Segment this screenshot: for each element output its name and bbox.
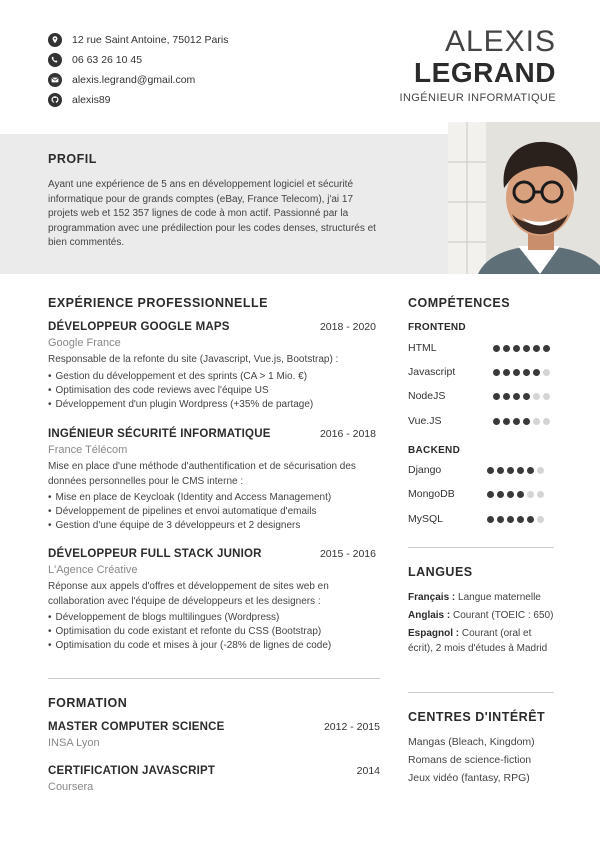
skill-dot-filled: [497, 467, 504, 474]
job-bullets: [48, 611, 376, 653]
skill-level-dots: [487, 467, 544, 474]
skill-row: [408, 365, 554, 379]
skill-dot-filled: [497, 516, 504, 523]
degree-dates: 2014: [356, 765, 380, 777]
job-dates: 2016 - 2018: [319, 428, 376, 440]
job-role: DÉVELOPPEUR FULL STACK JUNIOR: [48, 548, 262, 560]
skill-name: Django: [408, 464, 442, 476]
skill-dot-filled: [527, 516, 534, 523]
degree-dates: 2012 - 2015: [323, 721, 380, 733]
language-name: Espagnol :: [408, 628, 460, 639]
skill-dot-filled: [517, 467, 524, 474]
job-description: Mise en place d'une méthode d'authentification et de sécurisation des données personnelles pour le CMS interne :: [48, 461, 356, 487]
skill-dot-filled: [507, 516, 514, 523]
phone-text: 06 63 26 10 45: [72, 54, 143, 66]
experience-entry: [48, 548, 376, 653]
experience-entry: [48, 428, 376, 533]
skill-dot-empty: [537, 467, 544, 474]
skill-dot-filled: [503, 345, 510, 352]
skill-dot-empty: [537, 516, 544, 523]
skill-dot-filled: [533, 369, 540, 376]
skill-dot-filled: [487, 516, 494, 523]
skill-group-backend: BACKEND: [408, 445, 461, 456]
interest-item: Romans de science-fiction: [408, 754, 532, 766]
section-divider: [48, 678, 380, 679]
contact-github: [48, 90, 328, 110]
experience-title: EXPÉRIENCE PROFESSIONNELLE: [48, 296, 268, 310]
name-block: [400, 26, 557, 104]
list-item: • Optimisation du code et mises à jour (-28% de lignes de code): [48, 639, 376, 653]
skill-dot-filled: [493, 345, 500, 352]
skill-name: Vue.JS: [408, 415, 442, 427]
skill-dot-filled: [503, 393, 510, 400]
list-item: • Mise en place de Keycloak (Identity and Access Management): [48, 491, 376, 505]
skill-name: HTML: [408, 342, 437, 354]
list-item: • Développement de blogs multilingues (Wordpress): [48, 611, 376, 625]
language-level: Langue maternelle: [455, 592, 541, 603]
language-item: [408, 626, 558, 656]
profile-title: PROFIL: [48, 152, 97, 166]
job-company: L'Agence Créative: [48, 564, 138, 576]
skill-dot-empty: [527, 491, 534, 498]
skill-dot-empty: [537, 491, 544, 498]
skill-dot-empty: [533, 418, 540, 425]
section-divider: [408, 692, 554, 693]
skill-dot-filled: [507, 491, 514, 498]
skill-dot-filled: [513, 345, 520, 352]
skill-level-dots: [493, 418, 550, 425]
education-entry: [48, 721, 380, 749]
interest-item: Jeux vidéo (fantasy, RPG): [408, 772, 530, 784]
skill-dot-filled: [527, 467, 534, 474]
skill-dot-filled: [523, 418, 530, 425]
skill-dot-empty: [543, 369, 550, 376]
contact-phone: [48, 50, 328, 70]
address-text: 12 rue Saint Antoine, 75012 Paris: [72, 34, 229, 46]
contact-block: [48, 30, 328, 110]
email-icon: [48, 73, 62, 87]
skill-dot-filled: [493, 393, 500, 400]
education-entry: [48, 765, 380, 793]
skill-dot-empty: [543, 393, 550, 400]
language-item: [408, 590, 558, 605]
skills-title: COMPÉTENCES: [408, 296, 511, 310]
skill-level-dots: [493, 369, 550, 376]
list-item: • Développement d'un plugin Wordpress (+35% de partage): [48, 398, 376, 412]
list-item: • Optimisation du code existant et refonte du CSS (Bootstrap): [48, 625, 376, 639]
skill-dot-filled: [543, 345, 550, 352]
skill-dot-filled: [503, 418, 510, 425]
skill-dot-filled: [497, 491, 504, 498]
skill-dot-empty: [533, 393, 540, 400]
skill-dot-filled: [523, 393, 530, 400]
school-name: Coursera: [48, 781, 94, 793]
github-icon: [48, 93, 62, 107]
job-dates: 2018 - 2020: [319, 321, 376, 333]
skill-row: [408, 463, 548, 477]
skill-dot-filled: [523, 369, 530, 376]
last-name: LEGRAND: [414, 57, 556, 88]
job-company: France Télécom: [48, 444, 128, 456]
interests-title: CENTRES D'INTÉRÊT: [408, 710, 546, 724]
job-dates: 2015 - 2016: [319, 548, 376, 560]
contact-email: [48, 70, 328, 90]
skill-row: [408, 512, 548, 526]
skill-dot-filled: [533, 345, 540, 352]
job-description: Responsable de la refonte du site (Javascript, Vue.js, Bootstrap) :: [48, 354, 339, 365]
language-name: Anglais :: [408, 610, 451, 621]
language-level: Courant (TOEIC : 650): [450, 610, 554, 621]
skill-dot-empty: [543, 418, 550, 425]
first-name: ALEXIS: [444, 25, 556, 58]
list-item: • Gestion du développement et des sprints (CA > 1 Mio. €): [48, 370, 376, 384]
contact-address: [48, 30, 328, 50]
list-item: • Développement de pipelines et envoi automatique d'emails: [48, 505, 376, 519]
skill-dot-filled: [517, 516, 524, 523]
school-name: INSA Lyon: [48, 737, 100, 749]
job-company: Google France: [48, 337, 121, 349]
job-bullets: [48, 491, 376, 533]
profile-photo: [448, 122, 600, 274]
list-item: • Optimisation des code reviews avec l'équipe US: [48, 384, 376, 398]
skill-level-dots: [493, 345, 550, 352]
skill-dot-filled: [517, 491, 524, 498]
skill-dot-filled: [503, 369, 510, 376]
skill-name: MongoDB: [408, 488, 455, 500]
education-title: FORMATION: [48, 696, 128, 710]
languages-title: LANGUES: [408, 565, 473, 579]
skill-row: [408, 389, 554, 403]
skill-row: [408, 341, 554, 355]
job-description: Réponse aux appels d'offres et développement de sites web en collaboration avec l'équipe de développeurs et les designers :: [48, 581, 329, 607]
skill-dot-filled: [493, 369, 500, 376]
email-text[interactable]: alexis.legrand@gmail.com: [72, 74, 196, 86]
skill-dot-filled: [513, 369, 520, 376]
experience-entry: [48, 321, 376, 412]
phone-icon: [48, 53, 62, 67]
skill-level-dots: [487, 516, 544, 523]
skill-name: NodeJS: [408, 390, 446, 402]
language-level: Courant (oral et écrit), 2 mois d'études à Madrid: [408, 628, 548, 654]
skill-level-dots: [493, 393, 550, 400]
skill-level-dots: [487, 491, 544, 498]
skill-name: MySQL: [408, 513, 444, 525]
degree-name: MASTER COMPUTER SCIENCE: [48, 721, 225, 733]
list-item: • Gestion d'une équipe de 3 développeurs et 2 designers: [48, 519, 376, 533]
degree-name: CERTIFICATION JAVASCRIPT: [48, 765, 216, 777]
github-text[interactable]: alexis89: [72, 94, 111, 106]
job-title: INGÉNIEUR INFORMATIQUE: [399, 92, 556, 104]
location-pin-icon: [48, 33, 62, 47]
language-name: Français :: [408, 592, 456, 603]
skill-dot-filled: [493, 418, 500, 425]
section-divider: [408, 547, 554, 548]
skill-row: [408, 414, 554, 428]
job-role: DÉVELOPPEUR GOOGLE MAPS: [48, 321, 230, 333]
skill-name: Javascript: [408, 366, 456, 378]
skill-dot-filled: [487, 491, 494, 498]
skill-dot-filled: [513, 418, 520, 425]
skill-dot-filled: [507, 467, 514, 474]
language-item: [408, 608, 558, 623]
skill-dot-filled: [513, 393, 520, 400]
skill-row: [408, 487, 548, 501]
profile-text: Ayant une expérience de 5 ans en développement logiciel et sécurité informatique pour de grands comptes (eBay, France Telecom), j'ai 17 projets web et 152 357 lignes de code à mon actif. Passionné par la programmation avec une prédilection pour les codes denses, structurés et bien commentés.: [48, 179, 376, 248]
skill-dot-filled: [523, 345, 530, 352]
job-bullets: [48, 370, 376, 412]
job-role: INGÉNIEUR SÉCURITÉ INFORMATIQUE: [48, 428, 271, 440]
skill-group-frontend: FRONTEND: [408, 322, 466, 333]
interest-item: Mangas (Bleach, Kingdom): [408, 736, 535, 748]
skill-dot-filled: [487, 467, 494, 474]
